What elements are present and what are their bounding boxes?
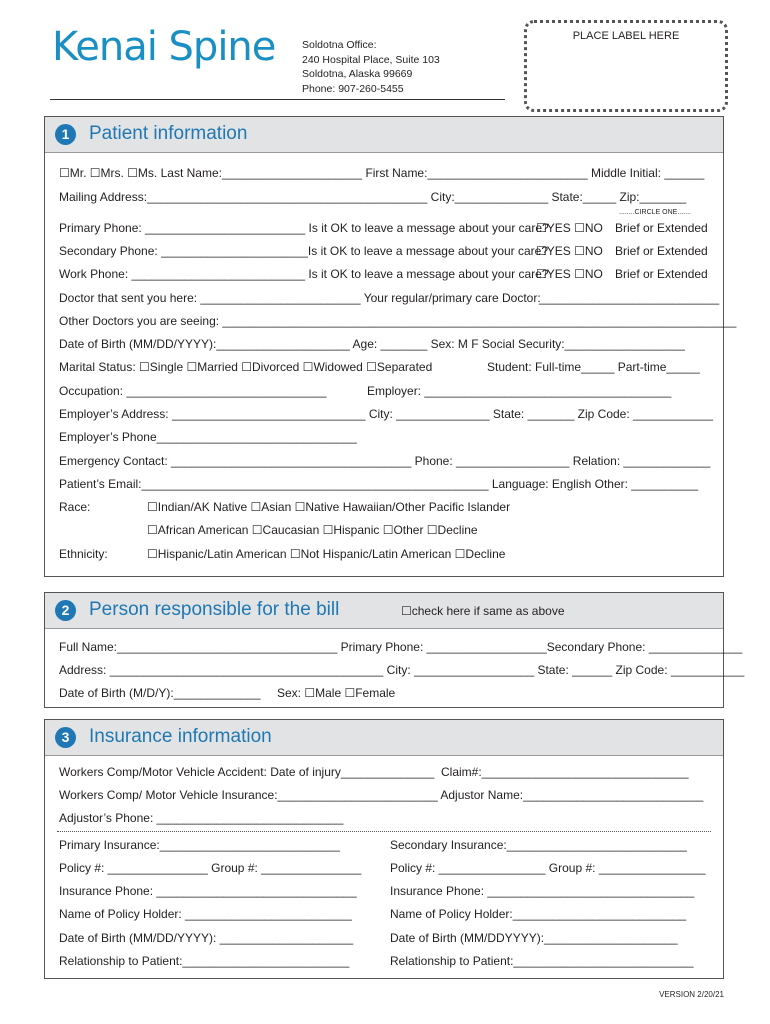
office-line: 240 Hospital Place, Suite 103 xyxy=(302,53,440,66)
section-header xyxy=(45,593,723,629)
secondary-insurance-phone-field[interactable]: Insurance Phone: _______________________________ xyxy=(390,884,695,898)
employer-phone-row[interactable]: Employer’s Phone______________________________ xyxy=(59,430,357,444)
primary-phone-yes-no[interactable]: ☐YES ☐NO xyxy=(536,221,603,235)
section-title: Insurance information xyxy=(89,726,272,747)
marital-status-row[interactable]: Marital Status: ☐Single ☐Married ☐Divorced ☐Widowed ☐Separated xyxy=(59,360,433,374)
responsible-party-section xyxy=(44,592,745,708)
full-name-row[interactable]: Full Name:_________________________________ Primary Phone: __________________Secondary Phone: ______________ xyxy=(59,640,743,654)
occupation-row[interactable]: Occupation: ______________________________ xyxy=(59,384,327,398)
circle-one-note: ........CIRCLE ONE....... xyxy=(619,209,691,216)
accident-date-row[interactable]: Workers Comp/Motor Vehicle Accident: Date of injury______________ xyxy=(59,765,435,779)
employer-address-row[interactable]: Employer’s Address: _____________________________ City: ______________ State: _______ Zip Code: ____________ xyxy=(59,407,714,421)
secondary-phone-row[interactable]: Secondary Phone: ______________________Is it OK to leave a message about your care? xyxy=(59,244,549,258)
secondary-policy-holder-field[interactable]: Name of Policy Holder:__________________________ xyxy=(390,907,687,921)
other-doctors-row[interactable]: Other Doctors you are seeing: _____________________________________________________________________________ xyxy=(59,314,737,328)
office-line: Soldotna Office: xyxy=(302,39,377,51)
patient-information-section xyxy=(44,116,737,577)
name-row[interactable]: ☐Mr. ☐Mrs. ☐Ms. Last Name:_____________________ First Name:________________________ Middle Initial: ______ xyxy=(59,166,705,180)
header-divider xyxy=(50,99,505,100)
primary-holder-dob-field[interactable]: Date of Birth (MM/DD/YYYY): ____________________ xyxy=(59,931,354,945)
race-options-1[interactable]: ☐Indian/AK Native ☐Asian ☐Native Hawaiian/Other Pacific Islander xyxy=(147,500,511,514)
primary-insurance-field[interactable]: Primary Insurance:___________________________ xyxy=(59,838,340,852)
section-number: 2 xyxy=(55,600,76,621)
kenai-spine-logo: Kenai Spine xyxy=(52,24,276,70)
primary-policy-field[interactable]: Policy #: _______________ Group #: _______________ xyxy=(59,861,362,875)
ethnicity-options[interactable]: ☐Hispanic/Latin American ☐Not Hispanic/Latin American ☐Decline xyxy=(147,547,506,561)
mailing-address-row[interactable]: Mailing Address:__________________________________________ City:______________ State:_____ Zip:_______ xyxy=(59,190,687,204)
adjustor-phone-row[interactable]: Adjustor’s Phone: ____________________________ xyxy=(59,811,344,825)
office-line: Phone: 907-260-5455 xyxy=(302,82,404,95)
insurance-information-section xyxy=(44,719,724,979)
address-row[interactable]: Address: _________________________________________ City: __________________ State: ______ Zip Code: ___________ xyxy=(59,663,745,677)
secondary-holder-dob-field[interactable]: Date of Birth (MM/DDYYYY):____________________ xyxy=(390,931,678,945)
patient-email-row[interactable]: Patient’s Email:____________________________________________________ Language: English Other: __________ xyxy=(59,477,699,491)
race-label: Race: xyxy=(59,500,91,514)
work-phone-brief-extended[interactable]: Brief or Extended xyxy=(615,267,708,281)
dotted-divider xyxy=(57,831,711,832)
primary-phone-row[interactable]: Primary Phone: ________________________ Is it OK to leave a message about your care? xyxy=(59,221,549,235)
secondary-policy-field[interactable]: Policy #: ________________ Group #: ________________ xyxy=(390,861,706,875)
sex-options[interactable]: Sex: ☐Male ☐Female xyxy=(277,686,396,700)
dob-row[interactable]: Date of Birth (M/D/Y):_____________ xyxy=(59,686,261,700)
secondary-phone-yes-no[interactable]: ☐YES ☐NO xyxy=(536,244,603,258)
secondary-insurance-field[interactable]: Secondary Insurance:___________________________ xyxy=(390,838,687,852)
office-line: Soldotna, Alaska 99669 xyxy=(302,68,413,80)
student-status[interactable]: Student: Full-time_____ Part-time_____ xyxy=(487,360,700,374)
section-title: Person responsible for the bill xyxy=(89,599,340,620)
secondary-relationship-field[interactable]: Relationship to Patient:___________________________ xyxy=(390,954,694,968)
section-header xyxy=(45,720,723,756)
version-label: VERSION 2/20/21 xyxy=(659,990,724,999)
race-options-2[interactable]: ☐African American ☐Caucasian ☐Hispanic ☐Other ☐Decline xyxy=(147,523,478,537)
place-label-text: PLACE LABEL HERE xyxy=(572,30,680,42)
primary-policy-holder-field[interactable]: Name of Policy Holder: _________________________ xyxy=(59,907,352,921)
primary-relationship-field[interactable]: Relationship to Patient:_________________________ xyxy=(59,954,350,968)
wc-insurance-row[interactable]: Workers Comp/ Motor Vehicle Insurance:________________________ Adjustor Name:___________________________ xyxy=(59,788,704,802)
place-label-box xyxy=(524,20,728,112)
ethnicity-label: Ethnicity: xyxy=(59,547,108,561)
dob-row[interactable]: Date of Birth (MM/DD/YYYY):____________________ Age: _______ Sex: M F Social Security:__________________ xyxy=(59,337,685,351)
secondary-phone-brief-extended[interactable]: Brief or Extended xyxy=(615,244,708,258)
emergency-contact-row[interactable]: Emergency Contact: ____________________________________ Phone: _________________ Relation: _____________ xyxy=(59,454,711,468)
primary-insurance-phone-field[interactable]: Insurance Phone: ______________________________ xyxy=(59,884,357,898)
same-as-above-checkbox[interactable]: ☐check here if same as above xyxy=(401,604,565,618)
work-phone-yes-no[interactable]: ☐YES ☐NO xyxy=(536,267,603,281)
pcp-blank[interactable]: ___________________________ xyxy=(539,291,720,305)
employer-field[interactable]: Employer: _____________________________________ xyxy=(367,384,672,398)
office-address xyxy=(302,38,440,96)
section-number: 3 xyxy=(55,727,76,748)
claim-number-field[interactable]: Claim#:_______________________________ xyxy=(441,765,689,779)
primary-phone-brief-extended[interactable]: Brief or Extended xyxy=(615,221,708,235)
referring-doctor-row[interactable]: Doctor that sent you here: ________________________ Your regular/primary care Doctor: xyxy=(59,291,541,305)
section-header xyxy=(45,117,723,153)
section-title: Patient information xyxy=(89,123,248,144)
section-number: 1 xyxy=(55,124,76,145)
work-phone-row[interactable]: Work Phone: __________________________ Is it OK to leave a message about your care? xyxy=(59,267,549,281)
